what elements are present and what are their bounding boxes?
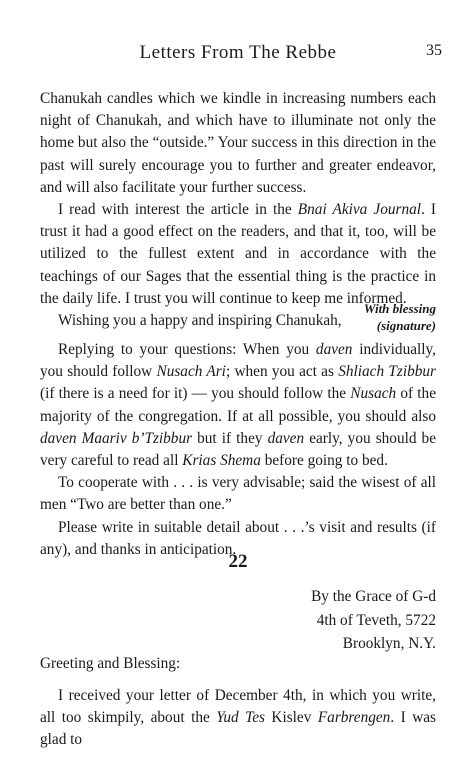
closing-block bbox=[364, 300, 436, 334]
text-span: I read with interest the article in the bbox=[58, 201, 298, 219]
text-span: (if there is a need for it) — you should follow the bbox=[40, 385, 351, 403]
paragraph-visit: Please write in suitable detail about . . .’s visit and results (if any), and thanks in anticipation. bbox=[40, 518, 436, 558]
term: Farbrengen bbox=[317, 709, 391, 727]
term: Yud Tes bbox=[216, 709, 265, 727]
page-number: 35 bbox=[426, 42, 442, 59]
journal-title: Bnai Akiva Journal bbox=[297, 201, 421, 219]
term: daven bbox=[315, 341, 353, 358]
dateline-place: Brooklyn, N.Y. bbox=[342, 635, 436, 652]
letter2-body bbox=[40, 685, 436, 752]
term: daven Maariv b’Tzibbur bbox=[40, 429, 193, 447]
dateline-date: 4th of Teveth, 5722 bbox=[316, 611, 436, 629]
dateline-grace: By the Grace of G-d bbox=[311, 588, 436, 605]
text-span: individually, you should follow bbox=[40, 341, 436, 381]
closing-salutation: With blessing bbox=[363, 301, 436, 316]
paragraph-wishes: Wishing you a happy and inspiring Chanukah, bbox=[58, 312, 342, 330]
text-span: before going to bed. bbox=[260, 452, 388, 470]
term: Shliach Tzibbur bbox=[338, 363, 436, 381]
letter-body-top bbox=[40, 88, 436, 332]
paragraph-candles: Chanukah candles which we kindle in increasing numbers each night of Chanukah, and which have to illuminate not only the home but also the “outside.” Your success in this direction in the past will surely encourage you to further and greater endeavor, and will also facilitate your further success. bbox=[40, 90, 436, 196]
postscript-body bbox=[40, 339, 436, 561]
greeting: Greeting and Blessing: bbox=[40, 655, 181, 672]
text-span: . I was glad to bbox=[40, 709, 436, 749]
paragraph-journal bbox=[40, 199, 436, 310]
term: Nusach bbox=[350, 385, 397, 403]
term: daven bbox=[267, 429, 305, 447]
paragraph-questions bbox=[40, 339, 436, 472]
letter-number: 22 bbox=[228, 551, 248, 572]
paragraph-received bbox=[40, 685, 436, 752]
text-span: ; when you act as bbox=[225, 363, 339, 381]
text-span: I received your letter of December 4th, in which you write, all too skimpily, about the bbox=[40, 687, 436, 727]
text-span: but if they bbox=[192, 429, 268, 447]
text-span: . I trust it had a good effect on the readers, and that it, too, will be utilized to the fullest extent and in accordance with the teachings of our Sages that the essential thing is the practice in the daily life. I trust you will continue to keep me informed. bbox=[40, 201, 437, 307]
signature-placeholder: (signature) bbox=[376, 318, 436, 333]
term: Nusach Ari bbox=[156, 363, 226, 381]
paragraph-cooperate: To cooperate with . . . is very advisable; said the wisest of all men “Two are better than one.” bbox=[40, 474, 436, 514]
text-span: Replying to your questions: When you bbox=[58, 341, 316, 358]
running-head-title: Letters From The Rebbe bbox=[139, 42, 337, 63]
text-span: early, you should be very careful to read all bbox=[40, 429, 436, 470]
dateline bbox=[311, 585, 436, 656]
text-span: of the majority of the congregation. If at all possible, you should also bbox=[40, 385, 436, 425]
text-span: Kislev bbox=[264, 709, 318, 727]
term: Krias Shema bbox=[182, 452, 261, 470]
